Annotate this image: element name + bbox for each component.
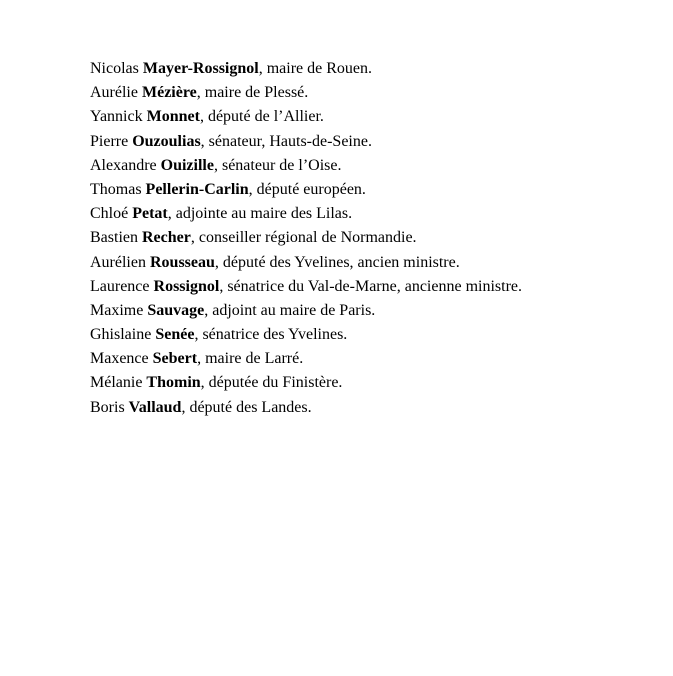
signatory-line [90, 371, 660, 395]
signatory-role: , député des Yvelines, ancien ministre. [214, 253, 460, 271]
signatory-role: , maire de Plessé. [196, 84, 309, 102]
signatory-role: , sénateur, Hauts-de-Seine. [200, 132, 372, 150]
signatory-first-name: Laurence [90, 277, 150, 295]
signatory-line [90, 226, 660, 250]
signatory-role: , député européen. [248, 180, 366, 198]
signatory-surname: Ouizille [160, 156, 214, 174]
signatory-first-name: Mélanie [90, 374, 143, 392]
signatory-role: , sénatrice des Yvelines. [194, 326, 348, 344]
signatory-surname: Recher [142, 229, 191, 247]
signatory-line [90, 251, 660, 275]
signatory-line [90, 323, 660, 347]
signatory-line [90, 105, 660, 129]
signatory-role: , député de l’Allier. [199, 108, 324, 126]
signatory-line [90, 178, 660, 202]
signatory-surname: Pellerin-Carlin [145, 180, 249, 198]
signatory-surname: Ouzoulias [132, 132, 201, 150]
signatory-surname: Senée [155, 326, 195, 344]
signatory-role: , adjoint au maire de Paris. [204, 301, 376, 319]
signatory-role: , adjointe au maire des Lilas. [167, 205, 353, 223]
signatory-line [90, 396, 660, 420]
signatory-surname: Rousseau [149, 253, 215, 271]
signatory-surname: Monnet [146, 108, 200, 126]
signatory-surname: Mayer-Rossignol [142, 60, 259, 77]
signatory-first-name: Yannick [90, 108, 143, 126]
signatory-line [90, 57, 660, 81]
signatory-list [90, 57, 660, 420]
signatory-role: , maire de Rouen. [258, 60, 373, 77]
signatory-surname: Sebert [152, 350, 198, 368]
signatory-first-name: Nicolas [90, 60, 139, 77]
signatory-first-name: Chloé [90, 205, 129, 223]
signatory-first-name: Bastien [90, 229, 138, 247]
signatory-first-name: Thomas [90, 180, 142, 198]
signatory-line [90, 130, 660, 154]
signatory-role: , maire de Larré. [197, 350, 304, 368]
signatory-surname: Vallaud [128, 398, 182, 416]
signatory-line [90, 81, 660, 105]
signatory-surname: Sauvage [147, 301, 205, 319]
signatory-first-name: Maxime [90, 301, 144, 319]
signatory-first-name: Alexandre [90, 156, 157, 174]
signatory-first-name: Pierre [90, 132, 129, 150]
signatory-first-name: Ghislaine [90, 326, 152, 344]
signatory-role: , conseiller régional de Normandie. [190, 229, 417, 247]
signatory-line [90, 299, 660, 323]
signatory-first-name: Boris [90, 398, 125, 416]
signatory-role: , sénateur de l’Oise. [213, 156, 342, 174]
signatory-role: , député des Landes. [181, 398, 312, 416]
signatory-first-name: Aurélie [90, 84, 138, 102]
signatory-surname: Petat [132, 205, 168, 223]
signatory-surname: Rossignol [153, 277, 220, 295]
signatory-line [90, 154, 660, 178]
signatory-surname: Mézière [141, 84, 197, 102]
signatory-first-name: Maxence [90, 350, 149, 368]
signatory-surname: Thomin [146, 374, 201, 392]
signatory-first-name: Aurélien [90, 253, 146, 271]
signatory-line [90, 202, 660, 226]
signatory-role: , députée du Finistère. [200, 374, 343, 392]
signatory-line [90, 275, 660, 299]
signatory-line [90, 347, 660, 371]
signatory-role: , sénatrice du Val-de-Marne, ancienne ministre. [219, 277, 523, 295]
